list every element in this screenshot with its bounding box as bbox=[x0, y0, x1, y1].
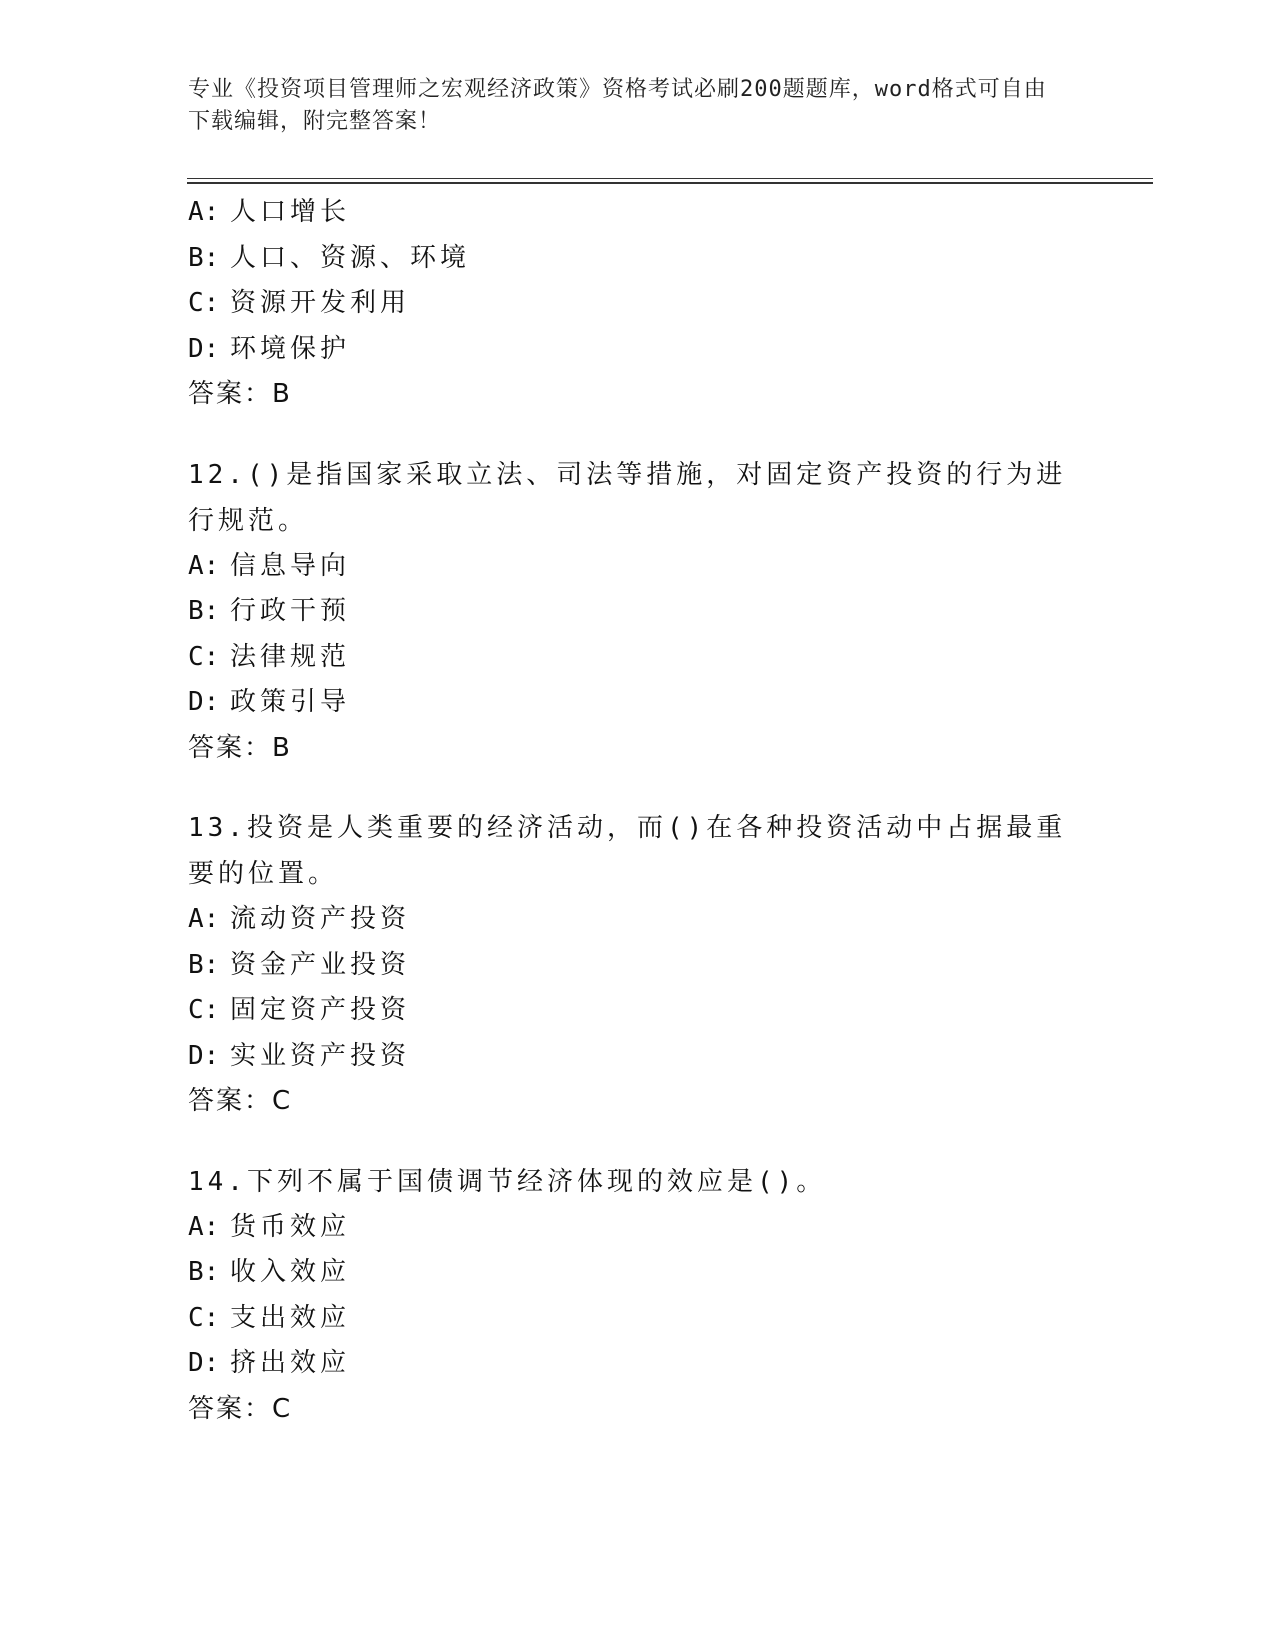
option-letter: B: bbox=[188, 242, 220, 273]
answer-line: 答案：C bbox=[188, 1086, 293, 1116]
answer-line: 答案：B bbox=[188, 379, 292, 409]
option-d bbox=[188, 327, 1088, 373]
option-b bbox=[188, 236, 1088, 282]
option-b bbox=[188, 1250, 1088, 1296]
option-d bbox=[188, 680, 1088, 726]
option-text: 货币效应 bbox=[230, 1211, 351, 1242]
option-letter: D: bbox=[188, 1040, 220, 1071]
option-text: 信息导向 bbox=[230, 550, 351, 581]
question-item bbox=[188, 190, 1088, 418]
option-letter: C: bbox=[188, 995, 220, 1025]
option-text: 挤出效应 bbox=[230, 1348, 351, 1378]
option-letter: C: bbox=[188, 288, 220, 318]
option-letter: B: bbox=[188, 1257, 220, 1287]
answer-line: 答案：C bbox=[188, 1393, 293, 1424]
option-text: 流动资产投资 bbox=[230, 904, 411, 934]
option-a bbox=[188, 190, 1088, 236]
option-text: 固定资产投资 bbox=[230, 995, 411, 1025]
option-text: 资金产业投资 bbox=[230, 949, 411, 980]
option-a bbox=[188, 897, 1088, 943]
option-text: 行政干预 bbox=[230, 596, 351, 626]
option-a bbox=[188, 1205, 1088, 1251]
header-divider bbox=[187, 178, 1153, 184]
option-letter: D: bbox=[188, 687, 220, 717]
option-b bbox=[188, 589, 1088, 635]
option-text: 收入效应 bbox=[230, 1257, 351, 1287]
option-c bbox=[188, 1296, 1088, 1342]
option-c bbox=[188, 281, 1088, 327]
option-letter: C: bbox=[188, 641, 220, 672]
option-text: 人口、资源、环境 bbox=[230, 242, 471, 273]
option-c bbox=[188, 635, 1088, 681]
question-item bbox=[188, 1159, 1088, 1433]
option-letter: A: bbox=[188, 1211, 220, 1242]
option-letter: A: bbox=[188, 550, 220, 581]
option-letter: A: bbox=[188, 197, 220, 227]
option-d bbox=[188, 1034, 1088, 1080]
question-item bbox=[188, 805, 1088, 1125]
option-letter: D: bbox=[188, 333, 220, 364]
question-list bbox=[188, 190, 1088, 1466]
option-letter: D: bbox=[188, 1348, 220, 1378]
question-stem: 12.()是指国家采取立法、司法等措施，对固定资产投资的行为进行规范。 bbox=[188, 459, 1067, 536]
option-b bbox=[188, 943, 1088, 989]
option-letter: C: bbox=[188, 1302, 220, 1333]
option-text: 人口增长 bbox=[230, 197, 351, 227]
option-text: 资源开发利用 bbox=[230, 288, 411, 318]
question-stem: 13.投资是人类重要的经济活动，而()在各种投资活动中占据最重要的位置。 bbox=[188, 813, 1067, 889]
option-a bbox=[188, 544, 1088, 590]
document-header: 专业《投资项目管理师之宏观经济政策》资格考试必刷200题题库，word格式可自由下载编辑，附完整答案！ bbox=[188, 77, 1047, 134]
option-letter: B: bbox=[188, 596, 220, 626]
option-text: 支出效应 bbox=[230, 1302, 351, 1333]
question-stem: 14.下列不属于国债调节经济体现的效应是()。 bbox=[188, 1166, 827, 1197]
option-letter: B: bbox=[188, 949, 220, 980]
option-text: 政策引导 bbox=[230, 687, 351, 717]
option-text: 环境保护 bbox=[230, 333, 351, 364]
option-letter: A: bbox=[188, 904, 220, 934]
option-c bbox=[188, 988, 1088, 1034]
option-text: 法律规范 bbox=[230, 641, 351, 672]
answer-line: 答案：B bbox=[188, 732, 292, 763]
question-item bbox=[188, 452, 1088, 772]
option-text: 实业资产投资 bbox=[230, 1040, 411, 1071]
option-d bbox=[188, 1341, 1088, 1387]
